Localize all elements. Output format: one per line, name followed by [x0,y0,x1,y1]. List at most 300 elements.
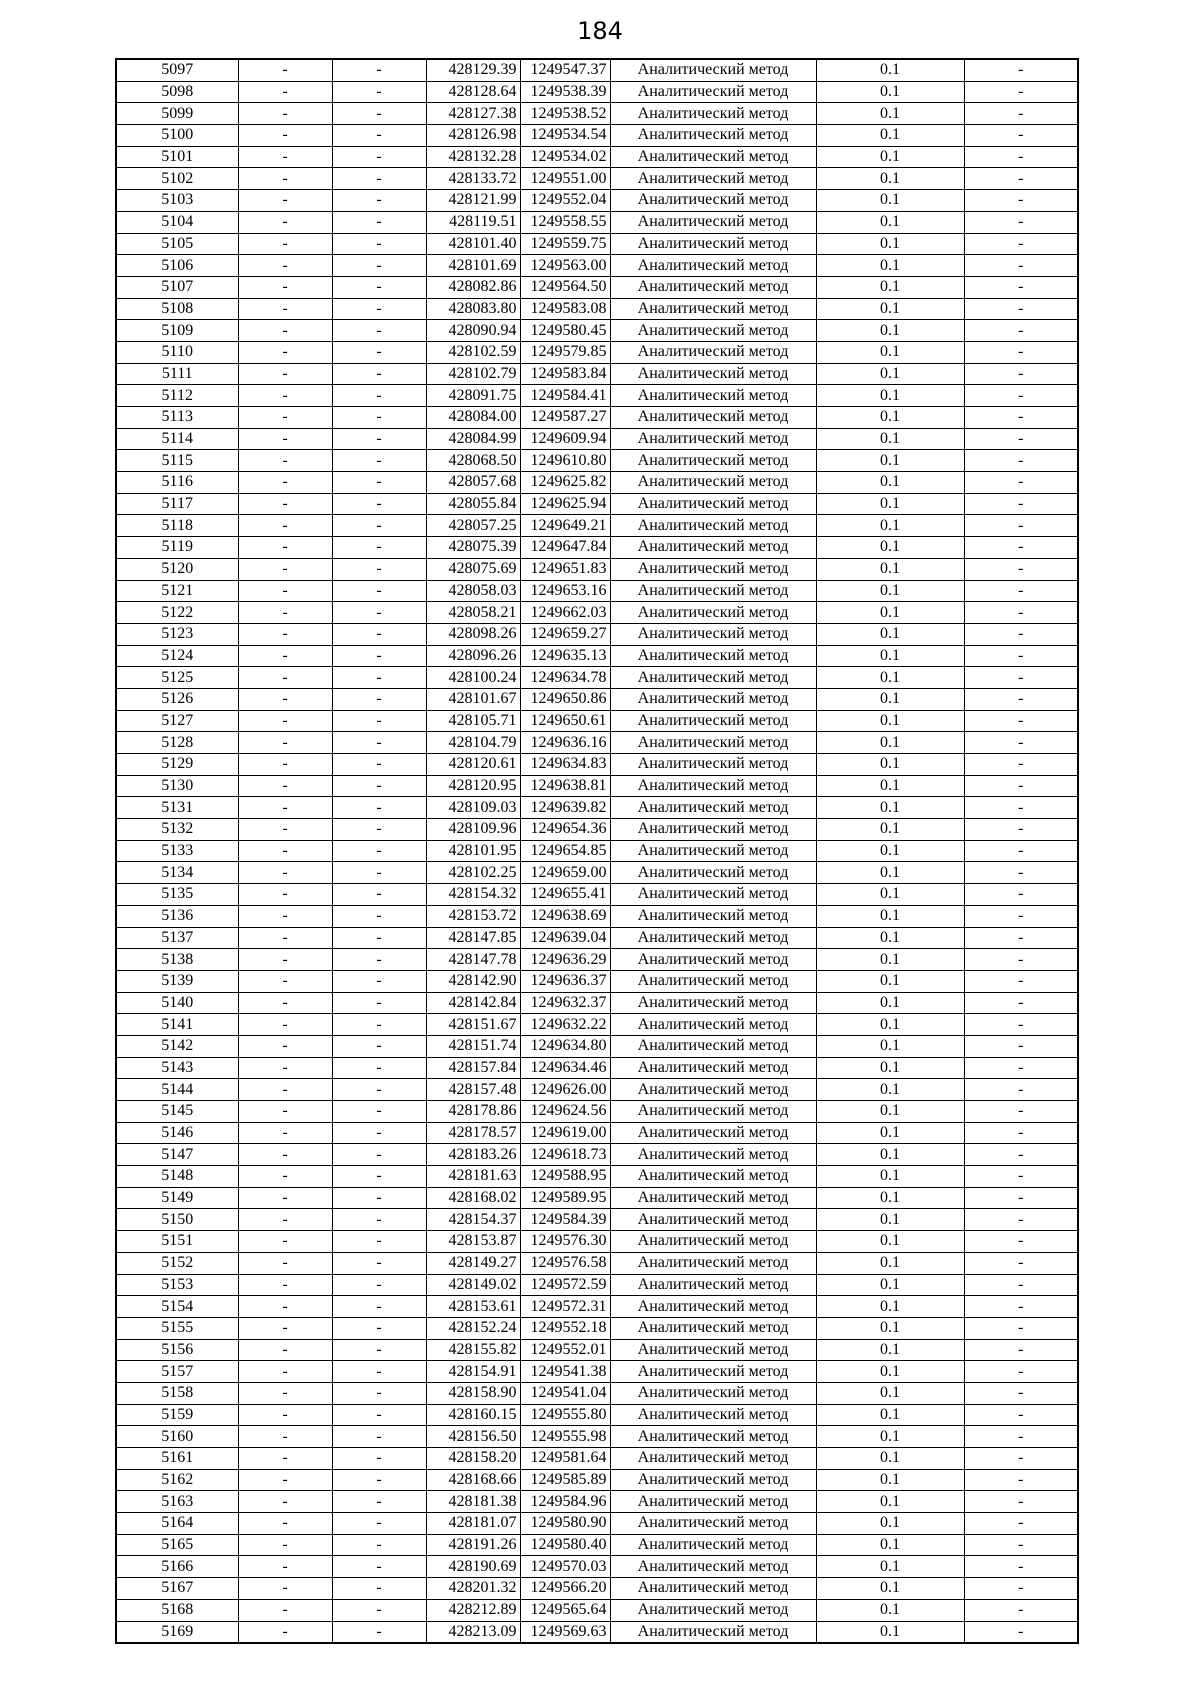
accuracy-cell: 0.1 [816,819,964,841]
table-row [116,884,1078,906]
table-row [116,1187,1078,1209]
empty-cell: - [332,407,426,429]
empty-cell: - [238,1209,332,1231]
empty-cell: - [332,103,426,125]
table-row [116,819,1078,841]
empty-cell: - [332,472,426,494]
accuracy-cell: 0.1 [816,276,964,298]
y-coordinate-cell: 1249538.52 [520,103,610,125]
empty-cell: - [238,840,332,862]
method-cell: Аналитический метод [610,754,816,776]
empty-cell: - [964,602,1078,624]
empty-cell: - [238,754,332,776]
accuracy-cell: 0.1 [816,862,964,884]
empty-cell: - [238,146,332,168]
table-row [116,59,1078,81]
table-row [116,1513,1078,1535]
empty-cell: - [332,320,426,342]
empty-cell: - [238,537,332,559]
accuracy-cell: 0.1 [816,472,964,494]
method-cell: Аналитический метод [610,341,816,363]
x-coordinate-cell: 428119.51 [426,211,520,233]
point-number-cell: 5129 [116,754,238,776]
accuracy-cell: 0.1 [816,1578,964,1600]
table-row [116,1556,1078,1578]
accuracy-cell: 0.1 [816,840,964,862]
method-cell: Аналитический метод [610,1513,816,1535]
point-number-cell: 5146 [116,1122,238,1144]
table-row [116,558,1078,580]
point-number-cell: 5105 [116,233,238,255]
empty-cell: - [332,558,426,580]
x-coordinate-cell: 428105.71 [426,710,520,732]
empty-cell: - [238,168,332,190]
method-cell: Аналитический метод [610,797,816,819]
empty-cell: - [964,472,1078,494]
x-coordinate-cell: 428133.72 [426,168,520,190]
accuracy-cell: 0.1 [816,623,964,645]
empty-cell: - [238,190,332,212]
x-coordinate-cell: 428147.85 [426,927,520,949]
table-row [116,190,1078,212]
table-row [116,450,1078,472]
empty-cell: - [332,1209,426,1231]
empty-cell: - [238,363,332,385]
empty-cell: - [964,992,1078,1014]
method-cell: Аналитический метод [610,688,816,710]
point-number-cell: 5102 [116,168,238,190]
empty-cell: - [238,602,332,624]
x-coordinate-cell: 428082.86 [426,276,520,298]
x-coordinate-cell: 428090.94 [426,320,520,342]
point-number-cell: 5116 [116,472,238,494]
method-cell: Аналитический метод [610,819,816,841]
x-coordinate-cell: 428101.40 [426,233,520,255]
empty-cell: - [332,1079,426,1101]
x-coordinate-cell: 428120.61 [426,754,520,776]
y-coordinate-cell: 1249634.83 [520,754,610,776]
empty-cell: - [964,1621,1078,1643]
y-coordinate-cell: 1249555.98 [520,1426,610,1448]
y-coordinate-cell: 1249563.00 [520,255,610,277]
method-cell: Аналитический метод [610,298,816,320]
empty-cell: - [238,1599,332,1621]
accuracy-cell: 0.1 [816,537,964,559]
point-number-cell: 5154 [116,1296,238,1318]
accuracy-cell: 0.1 [816,970,964,992]
empty-cell: - [964,1534,1078,1556]
y-coordinate-cell: 1249635.13 [520,645,610,667]
table-row [116,1404,1078,1426]
empty-cell: - [964,537,1078,559]
table-row [116,1534,1078,1556]
empty-cell: - [238,59,332,81]
method-cell: Аналитический метод [610,1187,816,1209]
empty-cell: - [964,1361,1078,1383]
table-row [116,255,1078,277]
empty-cell: - [332,385,426,407]
y-coordinate-cell: 1249585.89 [520,1469,610,1491]
table-row [116,1079,1078,1101]
method-cell: Аналитический метод [610,602,816,624]
empty-cell: - [332,1122,426,1144]
empty-cell: - [964,1556,1078,1578]
accuracy-cell: 0.1 [816,1491,964,1513]
method-cell: Аналитический метод [610,233,816,255]
accuracy-cell: 0.1 [816,1079,964,1101]
method-cell: Аналитический метод [610,103,816,125]
empty-cell: - [332,840,426,862]
empty-cell: - [332,1556,426,1578]
table-row [116,949,1078,971]
table-row [116,493,1078,515]
x-coordinate-cell: 428120.95 [426,775,520,797]
empty-cell: - [964,819,1078,841]
table-row [116,81,1078,103]
empty-cell: - [238,1469,332,1491]
x-coordinate-cell: 428191.26 [426,1534,520,1556]
y-coordinate-cell: 1249583.08 [520,298,610,320]
y-coordinate-cell: 1249624.56 [520,1101,610,1123]
accuracy-cell: 0.1 [816,1144,964,1166]
method-cell: Аналитический метод [610,949,816,971]
empty-cell: - [238,276,332,298]
empty-cell: - [964,1231,1078,1253]
empty-cell: - [332,1404,426,1426]
y-coordinate-cell: 1249609.94 [520,428,610,450]
method-cell: Аналитический метод [610,472,816,494]
accuracy-cell: 0.1 [816,1122,964,1144]
point-number-cell: 5103 [116,190,238,212]
table-row [116,407,1078,429]
y-coordinate-cell: 1249555.80 [520,1404,610,1426]
y-coordinate-cell: 1249564.50 [520,276,610,298]
accuracy-cell: 0.1 [816,710,964,732]
empty-cell: - [964,1339,1078,1361]
method-cell: Аналитический метод [610,1361,816,1383]
accuracy-cell: 0.1 [816,884,964,906]
x-coordinate-cell: 428147.78 [426,949,520,971]
empty-cell: - [964,797,1078,819]
accuracy-cell: 0.1 [816,1339,964,1361]
y-coordinate-cell: 1249618.73 [520,1144,610,1166]
accuracy-cell: 0.1 [816,385,964,407]
method-cell: Аналитический метод [610,775,816,797]
x-coordinate-cell: 428075.69 [426,558,520,580]
table-row [116,233,1078,255]
empty-cell: - [964,255,1078,277]
empty-cell: - [238,1491,332,1513]
x-coordinate-cell: 428084.99 [426,428,520,450]
y-coordinate-cell: 1249653.16 [520,580,610,602]
empty-cell: - [238,1448,332,1470]
empty-cell: - [238,211,332,233]
table-row [116,1122,1078,1144]
empty-cell: - [332,688,426,710]
empty-cell: - [238,927,332,949]
table-row [116,1317,1078,1339]
y-coordinate-cell: 1249558.55 [520,211,610,233]
empty-cell: - [964,1382,1078,1404]
accuracy-cell: 0.1 [816,1274,964,1296]
accuracy-cell: 0.1 [816,1231,964,1253]
method-cell: Аналитический метод [610,276,816,298]
empty-cell: - [332,862,426,884]
y-coordinate-cell: 1249662.03 [520,602,610,624]
table-row [116,623,1078,645]
method-cell: Аналитический метод [610,211,816,233]
x-coordinate-cell: 428142.84 [426,992,520,1014]
point-number-cell: 5106 [116,255,238,277]
table-row [116,862,1078,884]
point-number-cell: 5157 [116,1361,238,1383]
empty-cell: - [238,1122,332,1144]
y-coordinate-cell: 1249636.16 [520,732,610,754]
y-coordinate-cell: 1249534.54 [520,125,610,147]
empty-cell: - [332,1057,426,1079]
y-coordinate-cell: 1249580.40 [520,1534,610,1556]
x-coordinate-cell: 428058.21 [426,602,520,624]
y-coordinate-cell: 1249584.96 [520,1491,610,1513]
empty-cell: - [332,1166,426,1188]
table-row [116,1448,1078,1470]
accuracy-cell: 0.1 [816,1187,964,1209]
table-row [116,1035,1078,1057]
empty-cell: - [964,667,1078,689]
table-row [116,667,1078,689]
empty-cell: - [238,732,332,754]
point-number-cell: 5144 [116,1079,238,1101]
point-number-cell: 5162 [116,1469,238,1491]
y-coordinate-cell: 1249639.04 [520,927,610,949]
point-number-cell: 5150 [116,1209,238,1231]
empty-cell: - [964,211,1078,233]
empty-cell: - [964,320,1078,342]
x-coordinate-cell: 428102.25 [426,862,520,884]
empty-cell: - [332,970,426,992]
empty-cell: - [332,1144,426,1166]
table-row [116,1296,1078,1318]
method-cell: Аналитический метод [610,1231,816,1253]
point-number-cell: 5111 [116,363,238,385]
empty-cell: - [238,905,332,927]
method-cell: Аналитический метод [610,59,816,81]
empty-cell: - [332,1491,426,1513]
point-number-cell: 5134 [116,862,238,884]
empty-cell: - [332,276,426,298]
y-coordinate-cell: 1249576.58 [520,1252,610,1274]
point-number-cell: 5109 [116,320,238,342]
method-cell: Аналитический метод [610,1404,816,1426]
empty-cell: - [964,146,1078,168]
empty-cell: - [332,732,426,754]
table-row [116,1014,1078,1036]
point-number-cell: 5119 [116,537,238,559]
x-coordinate-cell: 428155.82 [426,1339,520,1361]
empty-cell: - [332,927,426,949]
empty-cell: - [238,1144,332,1166]
y-coordinate-cell: 1249565.64 [520,1599,610,1621]
method-cell: Аналитический метод [610,1621,816,1643]
accuracy-cell: 0.1 [816,450,964,472]
point-number-cell: 5161 [116,1448,238,1470]
x-coordinate-cell: 428160.15 [426,1404,520,1426]
empty-cell: - [964,1035,1078,1057]
empty-cell: - [332,623,426,645]
empty-cell: - [332,81,426,103]
empty-cell: - [964,276,1078,298]
y-coordinate-cell: 1249626.00 [520,1079,610,1101]
point-number-cell: 5133 [116,840,238,862]
empty-cell: - [964,1469,1078,1491]
accuracy-cell: 0.1 [816,1014,964,1036]
y-coordinate-cell: 1249634.80 [520,1035,610,1057]
point-number-cell: 5139 [116,970,238,992]
point-number-cell: 5145 [116,1101,238,1123]
method-cell: Аналитический метод [610,385,816,407]
empty-cell: - [332,1599,426,1621]
method-cell: Аналитический метод [610,1469,816,1491]
empty-cell: - [332,1448,426,1470]
empty-cell: - [238,1101,332,1123]
x-coordinate-cell: 428158.20 [426,1448,520,1470]
point-number-cell: 5169 [116,1621,238,1643]
empty-cell: - [238,1578,332,1600]
empty-cell: - [964,1404,1078,1426]
method-cell: Аналитический метод [610,1491,816,1513]
y-coordinate-cell: 1249589.95 [520,1187,610,1209]
x-coordinate-cell: 428091.75 [426,385,520,407]
point-number-cell: 5138 [116,949,238,971]
empty-cell: - [964,59,1078,81]
point-number-cell: 5164 [116,1513,238,1535]
empty-cell: - [964,1057,1078,1079]
x-coordinate-cell: 428128.64 [426,81,520,103]
x-coordinate-cell: 428190.69 [426,1556,520,1578]
method-cell: Аналитический метод [610,905,816,927]
accuracy-cell: 0.1 [816,146,964,168]
empty-cell: - [332,1382,426,1404]
accuracy-cell: 0.1 [816,428,964,450]
x-coordinate-cell: 428132.28 [426,146,520,168]
empty-cell: - [964,1578,1078,1600]
point-number-cell: 5158 [116,1382,238,1404]
empty-cell: - [964,407,1078,429]
method-cell: Аналитический метод [610,168,816,190]
method-cell: Аналитический метод [610,645,816,667]
accuracy-cell: 0.1 [816,775,964,797]
accuracy-cell: 0.1 [816,1252,964,1274]
empty-cell: - [964,1014,1078,1036]
y-coordinate-cell: 1249659.27 [520,623,610,645]
point-number-cell: 5160 [116,1426,238,1448]
method-cell: Аналитический метод [610,1339,816,1361]
table-row [116,1361,1078,1383]
y-coordinate-cell: 1249580.45 [520,320,610,342]
point-number-cell: 5123 [116,623,238,645]
method-cell: Аналитический метод [610,1252,816,1274]
accuracy-cell: 0.1 [816,515,964,537]
y-coordinate-cell: 1249647.84 [520,537,610,559]
table-row [116,1469,1078,1491]
x-coordinate-cell: 428151.74 [426,1035,520,1057]
empty-cell: - [332,255,426,277]
point-number-cell: 5128 [116,732,238,754]
y-coordinate-cell: 1249638.81 [520,775,610,797]
point-number-cell: 5140 [116,992,238,1014]
empty-cell: - [332,775,426,797]
accuracy-cell: 0.1 [816,927,964,949]
x-coordinate-cell: 428098.26 [426,623,520,645]
x-coordinate-cell: 428102.79 [426,363,520,385]
empty-cell: - [964,754,1078,776]
empty-cell: - [238,407,332,429]
x-coordinate-cell: 428153.61 [426,1296,520,1318]
empty-cell: - [238,428,332,450]
y-coordinate-cell: 1249634.46 [520,1057,610,1079]
point-number-cell: 5131 [116,797,238,819]
y-coordinate-cell: 1249639.82 [520,797,610,819]
x-coordinate-cell: 428178.57 [426,1122,520,1144]
point-number-cell: 5125 [116,667,238,689]
x-coordinate-cell: 428181.38 [426,1491,520,1513]
x-coordinate-cell: 428058.03 [426,580,520,602]
table-row [116,927,1078,949]
y-coordinate-cell: 1249636.29 [520,949,610,971]
x-coordinate-cell: 428154.37 [426,1209,520,1231]
empty-cell: - [238,320,332,342]
y-coordinate-cell: 1249632.37 [520,992,610,1014]
method-cell: Аналитический метод [610,363,816,385]
empty-cell: - [964,840,1078,862]
table-row [116,125,1078,147]
empty-cell: - [332,1534,426,1556]
y-coordinate-cell: 1249625.82 [520,472,610,494]
table-row [116,298,1078,320]
point-number-cell: 5165 [116,1534,238,1556]
accuracy-cell: 0.1 [816,341,964,363]
empty-cell: - [964,168,1078,190]
point-number-cell: 5114 [116,428,238,450]
empty-cell: - [238,1404,332,1426]
point-number-cell: 5118 [116,515,238,537]
method-cell: Аналитический метод [610,81,816,103]
accuracy-cell: 0.1 [816,1599,964,1621]
empty-cell: - [238,1556,332,1578]
x-coordinate-cell: 428183.26 [426,1144,520,1166]
x-coordinate-cell: 428068.50 [426,450,520,472]
empty-cell: - [238,1534,332,1556]
y-coordinate-cell: 1249625.94 [520,493,610,515]
point-number-cell: 5155 [116,1317,238,1339]
method-cell: Аналитический метод [610,320,816,342]
point-number-cell: 5101 [116,146,238,168]
y-coordinate-cell: 1249551.00 [520,168,610,190]
empty-cell: - [332,1361,426,1383]
method-cell: Аналитический метод [610,1317,816,1339]
y-coordinate-cell: 1249655.41 [520,884,610,906]
y-coordinate-cell: 1249576.30 [520,1231,610,1253]
table-row [116,428,1078,450]
y-coordinate-cell: 1249552.04 [520,190,610,212]
x-coordinate-cell: 428181.63 [426,1166,520,1188]
accuracy-cell: 0.1 [816,1621,964,1643]
point-number-cell: 5137 [116,927,238,949]
y-coordinate-cell: 1249651.83 [520,558,610,580]
method-cell: Аналитический метод [610,450,816,472]
point-number-cell: 5168 [116,1599,238,1621]
point-number-cell: 5097 [116,59,238,81]
